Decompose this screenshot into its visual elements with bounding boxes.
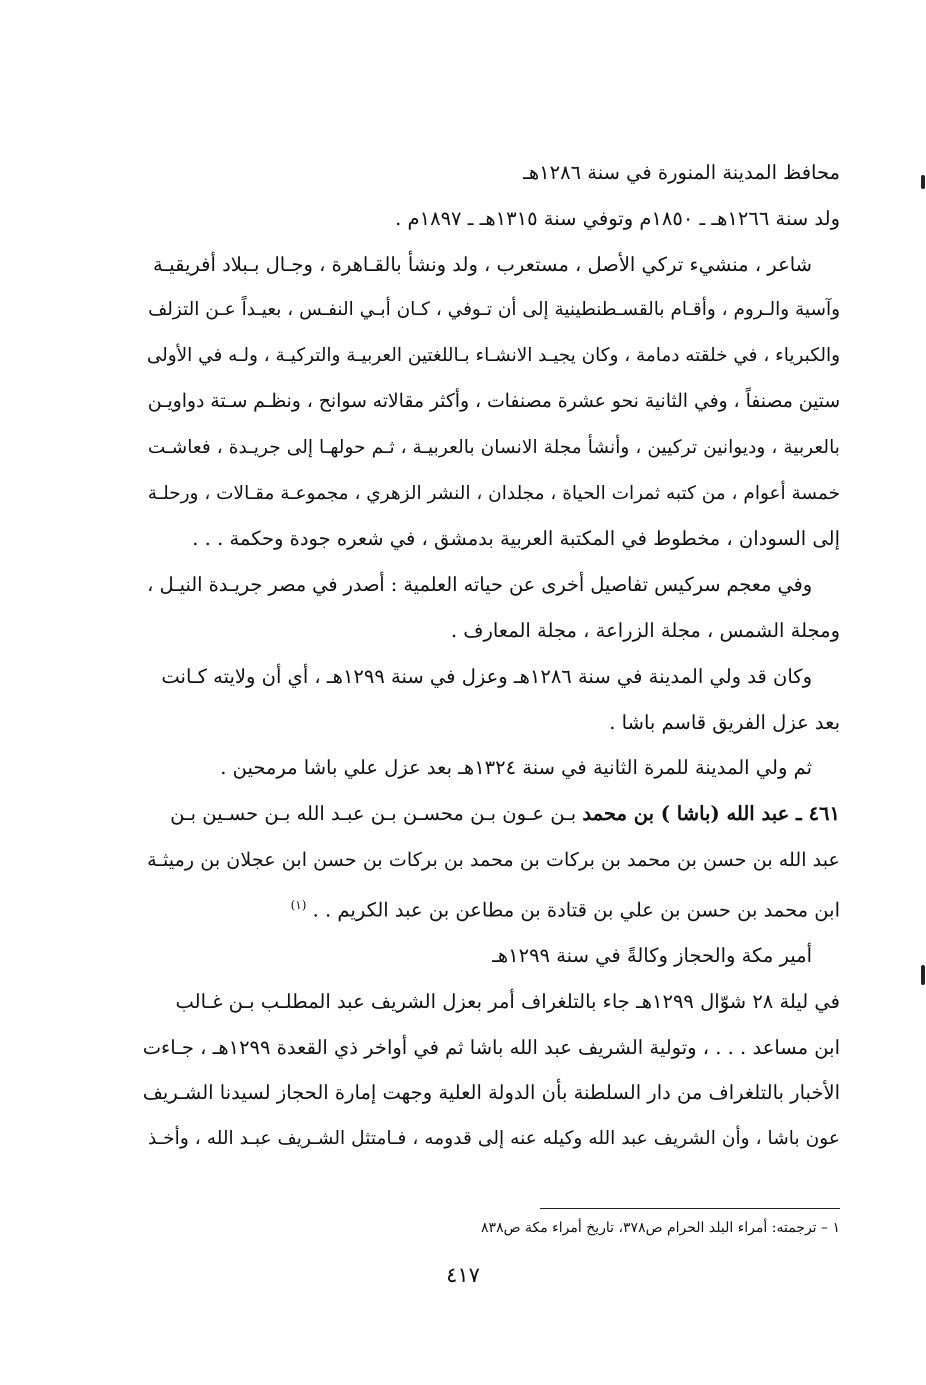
text-line-5: والكبرياء ، في خلقته دمامة ، وكان يجيـد الانشـاء بـاللغتين العربيـة والتركيـة ، ولـه في الأولى xyxy=(146,345,840,367)
text-line-3: شاعر ، منشيء تركي الأصل ، مستعرب ، ولد ونشأ بالقـاهرة ، وجـال بـبلاد أفريقيـة xyxy=(153,252,812,276)
text-line-7: بالعربية ، وديوانين تركيين ، وأنشأ مجلة الانسان بالعربيـة ، ثـم حولهـا إلى جريـدة ، فعاشـت xyxy=(147,436,840,458)
text-line-2: ولد سنة ١٢٦٦هـ ـ ١٨٥٠م وتوفي سنة ١٣١٥هـ ـ ١٨٩٧م . xyxy=(395,206,840,230)
footnote-ref: (١) xyxy=(290,897,307,912)
page-number: ٤١٧ xyxy=(446,1263,480,1287)
text-line-22: عون باشا ، وأن الشريف عبد الله وكيله عنه إلى قدومه ، فـامتثل الشـريف عبـد الله ، وأخـذ xyxy=(147,1128,840,1150)
text-line-1: محافظ المدينة المنورة في سنة ١٢٨٦هـ xyxy=(523,161,840,184)
text-line-20: ابن مساعد . . . ، وتولية الشريف عبد الله باشا ثم في أواخر ذي القعدة ١٢٩٩هـ ، جـاءت xyxy=(142,1035,840,1059)
entry-heading: ٤٦١ ـ عبد الله (باشا ) بن محمد xyxy=(582,802,840,826)
text-line-4: وآسية والـروم ، وأقـام بالقسـطنطينية إلى أن تـوفي ، كـان أبـي النفـس ، بعيـداً عـن التزلف xyxy=(148,299,840,321)
footnote: ١ – ترجمته: أمراء البلد الحرام ص٣٧٨، تاريخ أمراء مكة ص٨٣٨ xyxy=(481,1220,840,1236)
text-line-8: خمسة أعوام ، من كتبه ثمرات الحياة ، مجلدان ، النشر الزهري ، مجموعـة مقـالات ، ورحلـة xyxy=(147,482,840,504)
footnote-divider xyxy=(540,1208,840,1209)
text-line-18: أمير مكة والحجاز وكالةً في سنة ١٢٩٩هـ xyxy=(492,944,812,968)
text-line-13: بعد عزل الفريق قاسم باشا . xyxy=(609,710,840,734)
entry-heading-line: ٤٦١ ـ عبد الله (باشا ) بن محمد بـن عـون بـن محسـن بـن عبـد الله بـن حسـين بـن xyxy=(170,802,840,826)
margin-mark-middle xyxy=(921,965,925,985)
text-line-19: في ليلة ٢٨ شوّال ١٢٩٩هـ جاء بالتلغراف أمر بعزل الشريف عبد المطلـب بـن غـالب xyxy=(175,989,840,1013)
text-line-21: الأخبار بالتلغراف من دار السلطنة بأن الدولة العلية وجهت إمارة الحجاز لسيدنا الشـريف xyxy=(142,1081,840,1105)
text-line-14: ثم ولي المدينة للمرة الثانية في سنة ١٣٢٤هـ بعد عزل علي باشا مرمحين . xyxy=(220,756,812,780)
text-line-10: وفي معجم سركيس تفاصيل أخرى عن حياته العلمية : أصدر في مصر جريـدة النيـل ، xyxy=(147,573,812,597)
text-line-17: ابن محمد بن حسن بن علي بن قتادة بن مطاعن بن عبد الكريم . . $^{(١)}$ xyxy=(290,897,840,922)
text-line-9: إلى السودان ، مخطوط في المكتبة العربية بدمشق ، في شعره جودة وحكمة . . . xyxy=(192,527,840,551)
text-line-6: ستين مصنفاً ، وفي الثانية نحو عشرة مصنفات ، وأكثر مقالاته سوانح ، ونظـم سـتة دواويـن xyxy=(147,390,840,412)
main-text xyxy=(140,150,840,1162)
margin-mark-top xyxy=(921,175,925,189)
text-line-12: وكان قد ولي المدينة في سنة ١٢٨٦هـ وعزل في سنة ١٢٩٩هـ ، أي أن ولايته كـانت xyxy=(161,664,812,688)
text-line-16: عبد الله بن حسن بن محمد بن بركات بن محمد بن بركات بن حسن ابن عجلان بن رميثـة xyxy=(147,847,840,871)
text-line-11: ومجلة الشمس ، مجلة الزراعة ، مجلة المعارف . xyxy=(450,618,840,642)
